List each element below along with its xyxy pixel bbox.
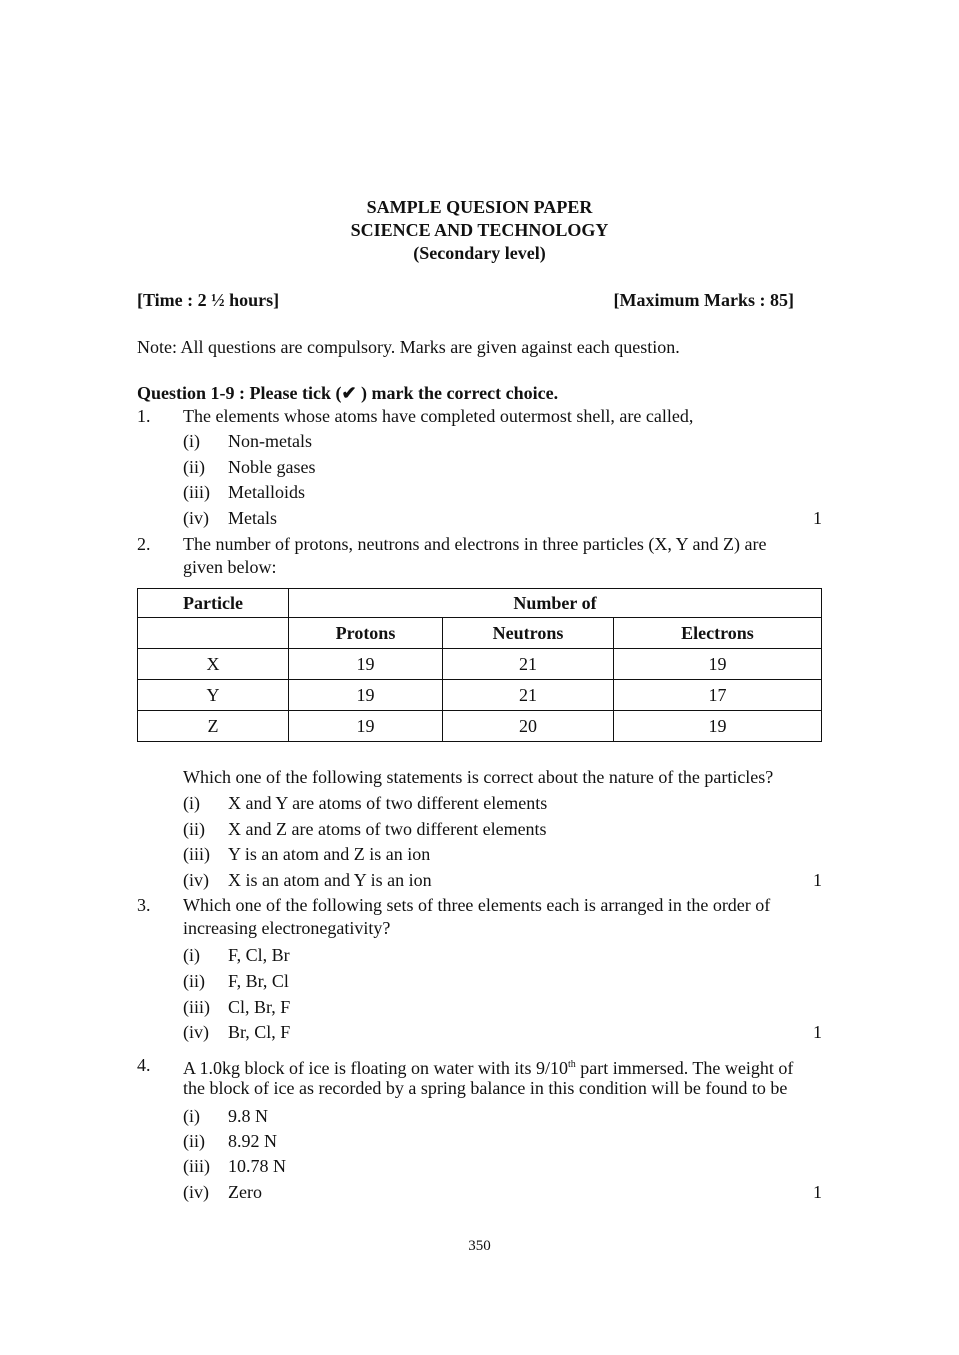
question-text-part: part immersed. The weight of [575, 1058, 794, 1078]
table-cell: 19 [614, 711, 822, 742]
table-cell: 19 [289, 649, 443, 680]
question-text: the block of ice as recorded by a spring balance in this condition will be found to be [183, 1078, 788, 1098]
marks: 1 [813, 508, 822, 528]
table-cell: 19 [289, 711, 443, 742]
question-text: increasing electronegativity? [183, 918, 391, 938]
table-row [138, 649, 822, 680]
option-text: 10.78 N [228, 1156, 286, 1176]
page-number: 350 [468, 1238, 491, 1254]
table-cell: Y [138, 680, 289, 711]
table-cell: 21 [443, 680, 614, 711]
table-row [138, 680, 822, 711]
table-cell: 20 [443, 711, 614, 742]
table-row [138, 711, 822, 742]
option-text: 9.8 N [228, 1106, 268, 1126]
question-text: The number of protons, neutrons and electrons in three particles (X, Y and Z) are [183, 534, 767, 554]
table-cell: 19 [614, 649, 822, 680]
table-header-particle: Particle [138, 589, 289, 618]
question-text-part: A 1.0kg block of ice is floating on water with its 9/10 [183, 1058, 568, 1078]
question-text: The elements whose atoms have completed outermost shell, are called, [183, 406, 694, 426]
option-text: X and Z are atoms of two different elements [228, 819, 547, 839]
particles-table [137, 588, 822, 742]
option-text: Metals [228, 508, 277, 528]
option-label: (i) [183, 793, 200, 813]
option-text: X and Y are atoms of two different elements [228, 793, 548, 813]
table-header-electrons: Electrons [614, 618, 822, 649]
option-text: Noble gases [228, 457, 316, 477]
max-marks-label: [Maximum Marks : 85] [613, 290, 794, 310]
option-text: F, Cl, Br [228, 945, 290, 965]
marks: 1 [813, 870, 822, 890]
option-label: (iv) [183, 1182, 209, 1202]
question-text [183, 1055, 793, 1078]
option-label: (iii) [183, 1156, 210, 1176]
option-text: Non-metals [228, 431, 312, 451]
section-heading: Question 1-9 : Please tick (✔ ) mark the correct choice. [137, 383, 559, 403]
option-label: (iii) [183, 482, 210, 502]
table-header-neutrons: Neutrons [443, 618, 614, 649]
option-label: (ii) [183, 457, 205, 477]
option-text: Br, Cl, F [228, 1022, 291, 1042]
subject-title: SCIENCE AND TECHNOLOGY [350, 220, 609, 240]
question-number: 2. [137, 534, 151, 554]
level-title: (Secondary level) [413, 243, 546, 263]
option-label: (ii) [183, 1131, 205, 1151]
superscript: th [567, 1059, 576, 1070]
question-number: 3. [137, 895, 151, 915]
marks: 1 [813, 1022, 822, 1042]
table-cell: X [138, 649, 289, 680]
marks: 1 [813, 1182, 822, 1202]
option-text: Y is an atom and Z is an ion [228, 844, 431, 864]
question-number: 4. [137, 1055, 151, 1075]
option-label: (i) [183, 431, 200, 451]
option-label: (ii) [183, 971, 205, 991]
option-text: Metalloids [228, 482, 305, 502]
option-label: (i) [183, 945, 200, 965]
option-text: Zero [228, 1182, 262, 1202]
table-cell [138, 618, 289, 649]
question-number: 1. [137, 406, 151, 426]
table-cell: 17 [614, 680, 822, 711]
option-label: (iv) [183, 508, 209, 528]
question-text: given below: [183, 557, 277, 577]
table-header-number-of: Number of [289, 589, 822, 618]
table-cell: 19 [289, 680, 443, 711]
option-text: F, Br, Cl [228, 971, 289, 991]
option-label: (ii) [183, 819, 205, 839]
option-text: 8.92 N [228, 1131, 277, 1151]
time-label: [Time : 2 ½ hours] [137, 290, 280, 310]
option-label: (iii) [183, 844, 210, 864]
option-label: (iii) [183, 997, 210, 1017]
note: Note: All questions are compulsory. Marks are given against each question. [137, 337, 680, 357]
table-header-protons: Protons [289, 618, 443, 649]
table-cell: 21 [443, 649, 614, 680]
option-label: (i) [183, 1106, 200, 1126]
paper-title: SAMPLE QUESION PAPER [366, 197, 593, 217]
option-label: (iv) [183, 870, 209, 890]
question-text: Which one of the following sets of three elements each is arranged in the order of [183, 895, 771, 915]
table-cell: Z [138, 711, 289, 742]
option-label: (iv) [183, 1022, 209, 1042]
option-text: X is an atom and Y is an ion [228, 870, 432, 890]
question-stem: Which one of the following statements is correct about the nature of the particles? [183, 767, 774, 787]
option-text: Cl, Br, F [228, 997, 291, 1017]
